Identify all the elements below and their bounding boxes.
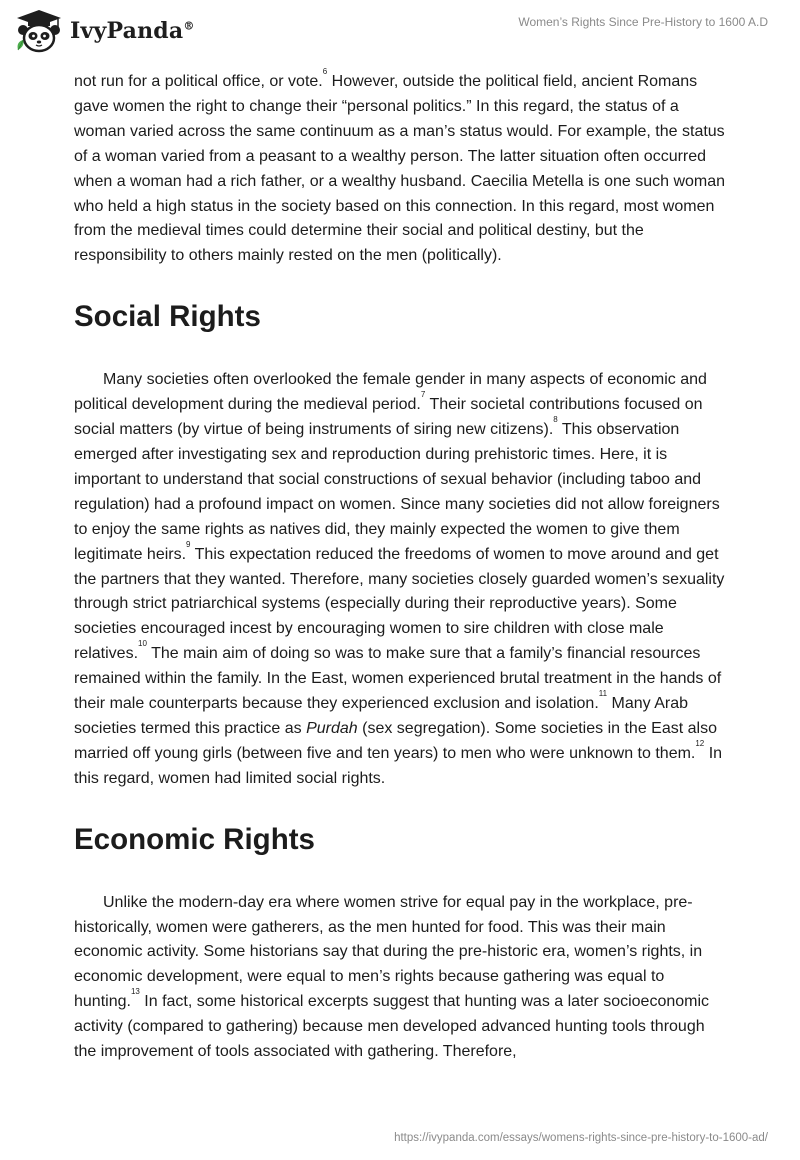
footnote-ref[interactable]: 9	[186, 539, 191, 549]
purdah-term: Purdah	[306, 719, 358, 737]
source-url[interactable]: https://ivypanda.com/essays/womens-rights-since-pre-history-to-1600-ad/	[394, 1132, 768, 1144]
heading-economic-rights: Economic Rights	[74, 822, 315, 856]
footnote-ref[interactable]: 7	[420, 390, 426, 400]
footnote-ref[interactable]: 13	[130, 987, 140, 997]
paragraph-social: Many societies often overlooked the female gender in many aspects of economic and political development during the medieval period.$^7$ Their societal contributions focused on social matters (by virtue of being instruments of siring new citizens).$^8$ This observation emerged after investigating sex and reproduction during prehistoric times. Here, it is important to understand that social constructions of sexual behavior (including taboo and regulation) had a profound impact on women. Since many societies did not allow foreigners to enjoy the same rights as natives did, they mainly expected the women to give them legitimate heirs.$^9$ This expectation reduced the freedoms of women to move around and get the partners that they wanted. Therefore, many societies closely guarded women’s sexuality through strict patriarchical systems (especially during their reproductive years). Some societies encouraged incest by encouraging women to sire children with close male relatives.$^{10}$ The main aim of doing so was to make sure that a family’s financial resources remained within the family. In the East, women experienced brutal treatment in the hands of their male counterparts because they experienced exclusion and isolation.$^{11}$ Many Arab societies termed this practice as Purdah (sex segregation). Some societies in the East also married off young girls (between five and ten years) to men who were unknown to them.$^{12}$ In this regard, women had limited social rights.	[74, 371, 725, 787]
footnote-ref[interactable]: 11	[598, 689, 608, 699]
footnote-ref[interactable]: 6	[322, 67, 328, 76]
document-title: Women’s Rights Since Pre-History to 1600 A.D	[518, 15, 768, 29]
footnote-ref[interactable]: 8	[553, 415, 558, 425]
footnote-ref[interactable]: 12	[695, 738, 705, 748]
heading-social-rights: Social Rights	[74, 300, 261, 334]
footnote-ref[interactable]: 10	[138, 639, 147, 649]
essay-body	[74, 67, 726, 1065]
ivypanda-logo[interactable]	[14, 8, 195, 54]
page-header	[0, 0, 800, 70]
paragraph-political: not run for a political office, or vote.$^6$ However, outside the political field, ancient Romans gave women the right to change their “personal politics.” In this regard, the status of a woman varied across the same continuum as a man’s status would. For example, the status of a woman varied from a peasant to a wealthy person. The latter situation often occurred when a woman had a rich father, or a wealthy husband. Caecilia Metella is one such woman who held a high status in the society based on this connection. In this regard, most women from the medieval times could determine their social and political destiny, but the responsibility to others mainly rested on the men (politically).	[74, 67, 726, 265]
brand-name: IvyPanda®	[70, 18, 195, 44]
panda-graduate-icon	[14, 8, 64, 54]
paragraph-economic: Unlike the modern-day era where women strive for equal pay in the workplace, pre-historically, women were gatherers, as the men hunted for food. This was their main economic activity. Some historians say that during the pre-historic era, women’s rights, in economic development, were equal to men’s rights because gathering was equal to hunting.$^{13}$ In fact, some historical excerpts suggest that hunting was a later socioeconomic activity (compared to gathering) because men developed advanced hunting tools through the improvement of tools associated with gathering. Therefore,	[74, 893, 710, 1061]
